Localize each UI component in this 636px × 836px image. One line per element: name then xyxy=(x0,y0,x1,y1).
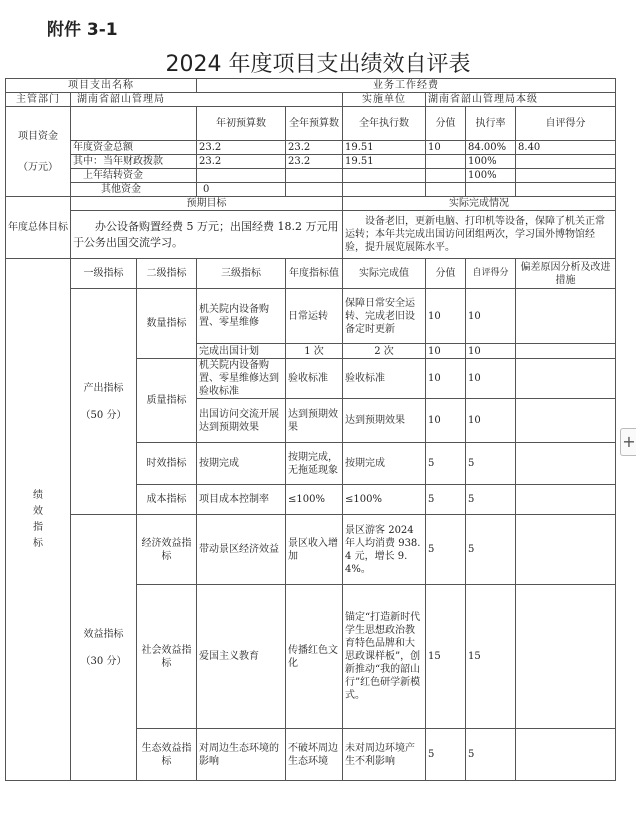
indicator-row xyxy=(6,289,616,344)
indicator-score-value: 5 xyxy=(426,443,466,485)
indicator-target: ≤100% xyxy=(286,485,343,515)
indicator-name: 机关院内设备购置、零星维修 xyxy=(197,289,286,344)
indicator-actual: ≤100% xyxy=(343,485,426,515)
indicator-name: 完成出国计划 xyxy=(197,344,286,359)
indicator-self-score: 5 xyxy=(466,485,516,515)
indicator-score-value: 15 xyxy=(426,585,466,729)
indicator-row xyxy=(6,515,616,585)
page-title: 2024 年度项目支出绩效自评表 xyxy=(165,52,471,77)
indicator-deviation xyxy=(516,344,616,359)
indicator-name: 爱国主义教育 xyxy=(197,585,286,729)
funds-cell xyxy=(426,183,466,197)
funds-col-initial: 年初预算数 xyxy=(197,107,286,141)
goals-actual-header: 实际完成情况 xyxy=(343,197,616,211)
indicator-score-value: 10 xyxy=(426,399,466,443)
indicator-target: 日常运转 xyxy=(286,289,343,344)
funds-row xyxy=(6,169,616,183)
indicator-target: 达到预期效果 xyxy=(286,399,343,443)
economic-indicator-label: 经济效益指标 xyxy=(137,515,197,585)
indicator-name: 机关院内设备购置、零星维修达到验收标准 xyxy=(197,359,286,399)
attachment-label: 附件 3-1 xyxy=(47,20,118,40)
funds-cell: 10 xyxy=(426,141,466,155)
project-name-value: 业务工作经费 xyxy=(197,79,616,93)
goals-label: 年度总体目标 xyxy=(6,197,71,259)
indicator-self-score: 10 xyxy=(466,359,516,399)
funds-cell: 19.51 xyxy=(343,141,426,155)
funds-col-rate: 执行率 xyxy=(466,107,516,141)
funds-col-score-value: 分值 xyxy=(426,107,466,141)
funds-label-line1: 项目资金 xyxy=(18,130,58,142)
unit-label: 实施单位 xyxy=(343,93,426,107)
funds-cell xyxy=(286,169,343,183)
indicator-self-score: 10 xyxy=(466,289,516,344)
funds-cell xyxy=(286,183,343,197)
indicator-actual: 未对周边环境产生不利影响 xyxy=(343,729,426,781)
funds-cell: 84.00% xyxy=(466,141,516,155)
indicator-self-score: 10 xyxy=(466,399,516,443)
funds-cell: 100% xyxy=(466,155,516,169)
indicator-actual: 保障日常安全运转、完成老旧设备定时更新 xyxy=(343,289,426,344)
header-self-score: 自评得分 xyxy=(466,259,516,289)
header-deviation: 偏差原因分析及改进措施 xyxy=(516,259,616,289)
funds-cell: 23.2 xyxy=(197,155,286,169)
header-level1: 一级指标 xyxy=(71,259,137,289)
indicator-target: 1 次 xyxy=(286,344,343,359)
social-indicator-label: 社会效益指标 xyxy=(137,585,197,729)
funds-col-executed: 全年执行数 xyxy=(343,107,426,141)
indicators-section-label: 绩效指标 xyxy=(6,259,71,781)
header-target: 年度指标值 xyxy=(286,259,343,289)
indicator-actual: 按期完成 xyxy=(343,443,426,485)
indicator-name: 带动景区经济效益 xyxy=(197,515,286,585)
indicator-actual: 2 次 xyxy=(343,344,426,359)
indicator-self-score: 5 xyxy=(466,729,516,781)
funds-cell xyxy=(197,169,286,183)
funds-cell xyxy=(343,183,426,197)
goals-expected-text: 办公设备购置经费 5 万元；出国经费 18.2 万元用于公务出国交流学习。 xyxy=(71,211,343,259)
indicator-deviation xyxy=(516,289,616,344)
indicator-name: 项目成本控制率 xyxy=(197,485,286,515)
indicator-score-value: 10 xyxy=(426,359,466,399)
funds-cell: 19.51 xyxy=(343,155,426,169)
indicator-score-value: 10 xyxy=(426,289,466,344)
indicator-deviation xyxy=(516,443,616,485)
indicator-target: 按期完成，无拖延现象 xyxy=(286,443,343,485)
funds-cell xyxy=(466,183,516,197)
indicator-score-value: 5 xyxy=(426,729,466,781)
indicator-actual: 达到预期效果 xyxy=(343,399,426,443)
dept-label: 主管部门 xyxy=(6,93,71,107)
funds-col-score: 自评得分 xyxy=(516,107,616,141)
funds-row-name: 其他资金 xyxy=(71,183,197,197)
indicator-target: 验收标准 xyxy=(286,359,343,399)
indicator-deviation xyxy=(516,515,616,585)
indicator-actual: 验收标准 xyxy=(343,359,426,399)
dept-value: 湖南省韶山管理局 xyxy=(71,93,343,107)
timeliness-indicator-label: 时效指标 xyxy=(137,443,197,485)
funds-cell xyxy=(516,169,616,183)
quantity-indicator-label: 数量指标 xyxy=(137,289,197,359)
funds-row-name: 年度资金总额 xyxy=(71,141,197,155)
funds-cell xyxy=(516,155,616,169)
indicator-name: 按期完成 xyxy=(197,443,286,485)
funds-cell: 8.40 xyxy=(516,141,616,155)
funds-cell: 23.2 xyxy=(286,155,343,169)
header-level2: 二级指标 xyxy=(137,259,197,289)
indicator-deviation xyxy=(516,585,616,729)
funds-row xyxy=(6,155,616,169)
indicator-self-score: 5 xyxy=(466,443,516,485)
ecological-indicator-label: 生态效益指标 xyxy=(137,729,197,781)
indicator-score-value: 10 xyxy=(426,344,466,359)
funds-cell xyxy=(426,155,466,169)
funds-row-name: 其中：当年财政拨款 xyxy=(71,155,197,169)
indicator-name: 对周边生态环境的影响 xyxy=(197,729,286,781)
indicator-actual: 景区游客 2024 年人均消费 938.4 元，增长 9.4%。 xyxy=(343,515,426,585)
header-actual: 实际完成值 xyxy=(343,259,426,289)
indicator-self-score: 15 xyxy=(466,585,516,729)
funds-cell xyxy=(516,183,616,197)
funds-cell: 100% xyxy=(466,169,516,183)
header-score-value: 分值 xyxy=(426,259,466,289)
indicator-target: 景区收入增加 xyxy=(286,515,343,585)
indicator-name: 出国访问交流开展达到预期效果 xyxy=(197,399,286,443)
funds-cell xyxy=(343,169,426,183)
indicator-self-score: 5 xyxy=(466,515,516,585)
indicator-deviation xyxy=(516,485,616,515)
goals-actual-text: 设备老旧，更新电脑、打印机等设备，保障了机关正常运转；本年共完成出国访问团组两次，学习国外博物馆经验，提升展览展陈水平。 xyxy=(343,211,616,259)
funds-cell: 23.2 xyxy=(197,141,286,155)
expand-plus-icon[interactable]: + xyxy=(620,428,636,456)
unit-value: 湖南省韶山管理局本级 xyxy=(426,93,616,107)
funds-row-name: 上年结转资金 xyxy=(71,169,197,183)
indicator-deviation xyxy=(516,399,616,443)
funds-cell: 23.2 xyxy=(286,141,343,155)
indicator-score-value: 5 xyxy=(426,515,466,585)
funds-label-line2: （万元） xyxy=(18,161,58,173)
funds-cell: 0 xyxy=(197,183,286,197)
output-indicator-label: 产出指标 （50 分） xyxy=(71,289,137,515)
indicator-self-score: 10 xyxy=(466,344,516,359)
indicator-deviation xyxy=(516,359,616,399)
performance-table xyxy=(5,78,616,781)
benefit-indicator-label: 效益指标 （30 分） xyxy=(71,515,137,781)
header-level3: 三级指标 xyxy=(197,259,286,289)
funds-cell xyxy=(426,169,466,183)
funds-col-annual: 全年预算数 xyxy=(286,107,343,141)
project-name-label: 项目支出名称 xyxy=(6,79,197,93)
indicator-deviation xyxy=(516,729,616,781)
indicator-target: 传播红色文化 xyxy=(286,585,343,729)
quality-indicator-label: 质量指标 xyxy=(137,359,197,443)
goals-expected-header: 预期目标 xyxy=(71,197,343,211)
indicator-actual: 锚定“打造新时代学生思想政治教育特色品牌和大思政课样板”，创新推动“我的韶山行”红色研学新模式。 xyxy=(343,585,426,729)
cost-indicator-label: 成本指标 xyxy=(137,485,197,515)
indicator-target: 不破坏周边生态环境 xyxy=(286,729,343,781)
funds-row xyxy=(6,183,616,197)
funds-row xyxy=(6,141,616,155)
indicator-score-value: 5 xyxy=(426,485,466,515)
funds-label xyxy=(6,107,71,197)
